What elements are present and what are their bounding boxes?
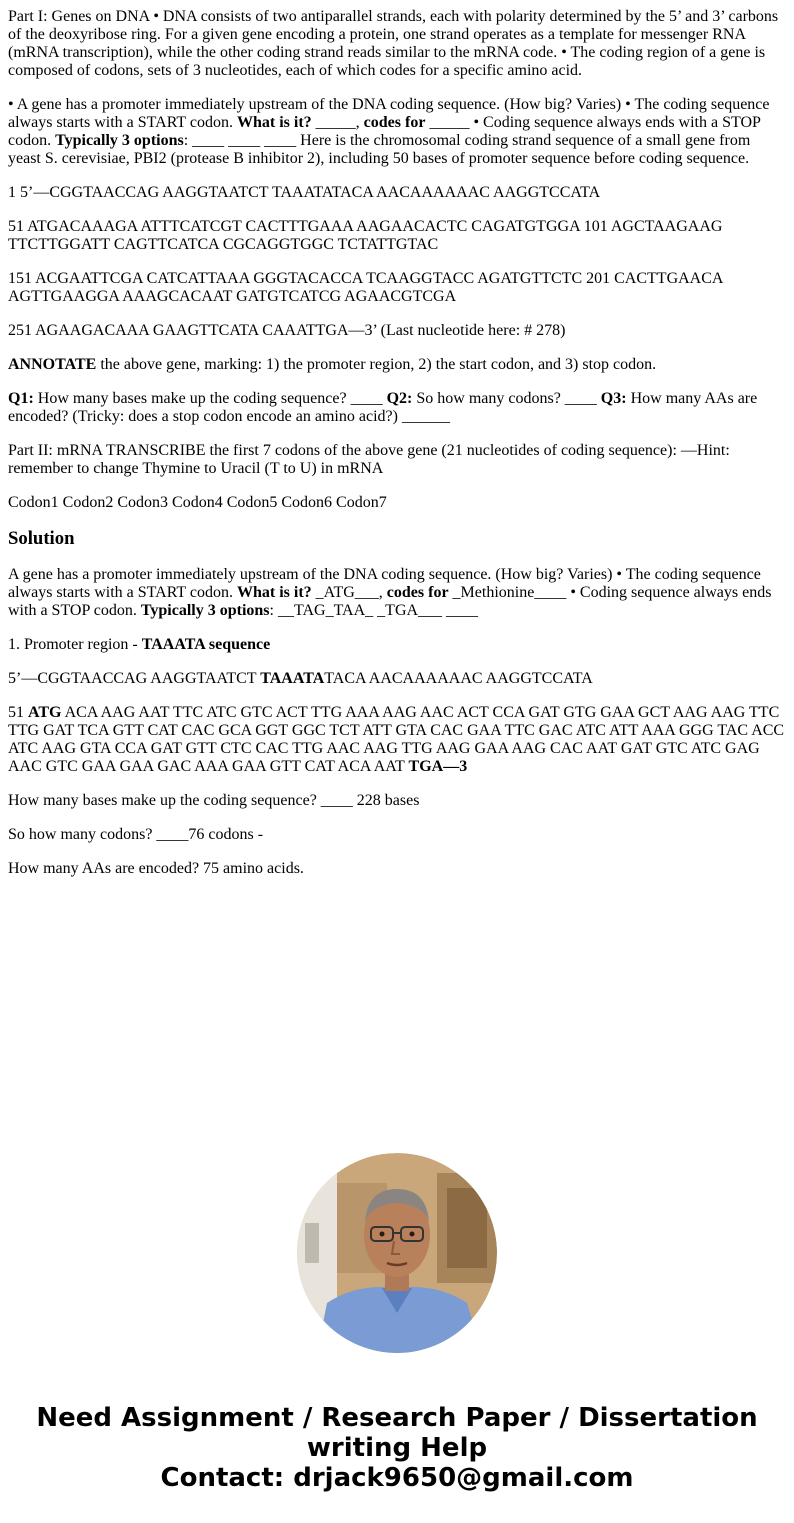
document-body [8, 8, 786, 894]
promoter-region-answer: 1. Promoter region - TAAATA sequence [8, 636, 271, 653]
questions: Q1: How many bases make up the coding sequence? ____ Q2: So how many codons? ____ Q3: How many AAs are encoded? (Tricky: does a stop codon encode an amino acid?) ______ [8, 390, 758, 425]
footer-banner [0, 1403, 794, 1493]
answer-codons: So how many codons? ____76 codons - [8, 826, 264, 843]
solution-heading: Solution [8, 528, 75, 549]
codon-labels: Codon1 Codon2 Codon3 Codon4 Codon5 Codon6 Codon7 [8, 494, 387, 511]
sequence-line-1: 1 5’—CGGTAACCAG AAGGTAATCT TAAATATACA AACAAAAAAC AAGGTCCATA [8, 184, 601, 201]
solution-paragraph: A gene has a promoter immediately upstream of the DNA coding sequence. (How big? Varies) • The coding sequence always starts with a START codon. What is it? _ATG___, codes for _Methionine____ • Coding sequence always ends with a STOP codon. Typically 3 options: __TAG_TAA_ _TGA___ ____ [8, 566, 772, 619]
annotated-coding-sequence: 51 ATG ACA AAG AAT TTC ATC GTC ACT TTG AAA AAG AAC ACT CCA GAT GTG GAA GCT AAG AAG TTC TTG GAT TCA GTT CAT CAC GCA GGT GGC TCT ATT GTA CAC GAA TTC GAC ATC ATT AAA GGG TAC ACC ATC AAG GTA CCA GAT GTT CTC CAC TTG AAC AAG TTG AAG GAA AAG CAC AAT GAT GTC ATC GAG AAC GTC GAA GAA GAC AAA GAA GTT CAT ACA AAT TGA—3 [8, 704, 785, 775]
annotated-promoter-sequence: 5’—CGGTAACCAG AAGGTAATCT TAAATATACA AACAAAAAAC AAGGTCCATA [8, 670, 593, 687]
sequence-line-4: 251 AGAAGACAAA GAAGTTCATA CAAATTGA—3’ (Last nucleotide here: # 278) [8, 322, 566, 339]
part1-intro: Part I: Genes on DNA • DNA consists of two antiparallel strands, each with polarity determined by the 5’ and 3’ carbons of the deoxyribose ring. For a given gene encoding a protein, one strand operates as a template for messenger RNA (mRNA transcription), while the other coding strand reads similar to the mRNA code. • The coding region of a gene is composed of codons, sets of 3 nucleotides, each of which codes for a specific amino acid. [8, 8, 779, 79]
answer-amino-acids: How many AAs are encoded? 75 amino acids. [8, 860, 304, 877]
sequence-line-2: 51 ATGACAAAGA ATTTCATCGT CACTTTGAAA AAGAACACTC CAGATGTGGA 101 AGCTAAGAAG TTCTTGGATT CAGTTCATCA CGCAGGTGGC TCTATTGTAC [8, 218, 723, 253]
part1-gene-paragraph: • A gene has a promoter immediately upstream of the DNA coding sequence. (How big? Varies) • The coding sequence always starts with a START codon. What is it? _____, codes for _____ • Coding sequence always ends with a STOP codon. Typically 3 options: ____ ____ ____ Here is the chromosomal coding strand sequence of a small gene from yeast S. cerevisiae, PBI2 (protease B inhibitor 2), including 50 bases of promoter sequence before coding sequence. [8, 96, 770, 167]
author-portrait-icon [297, 1153, 497, 1353]
sequence-line-3: 151 ACGAATTCGA CATCATTAAA GGGTACACCA TCAAGGTACC AGATGTTCTC 201 CACTTGAACA AGTTGAAGGA AAAGCACAAT GATGTCATCG AGAACGTCGA [8, 270, 723, 305]
answer-bases: How many bases make up the coding sequence? ____ 228 bases [8, 792, 420, 809]
author-avatar [297, 1153, 497, 1353]
part2-instruction: Part II: mRNA TRANSCRIBE the first 7 codons of the above gene (21 nucleotides of coding sequence): —Hint: remember to change Thymine to Uracil (T to U) in mRNA [8, 442, 730, 477]
footer-line-2: writing Help [306, 1433, 488, 1463]
footer-contact: Contact: drjack9650@gmail.com [160, 1463, 634, 1493]
footer-line-1: Need Assignment / Research Paper / Dissertation [36, 1403, 758, 1433]
annotate-instruction: ANNOTATE the above gene, marking: 1) the promoter region, 2) the start codon, and 3) stop codon. [8, 356, 657, 373]
